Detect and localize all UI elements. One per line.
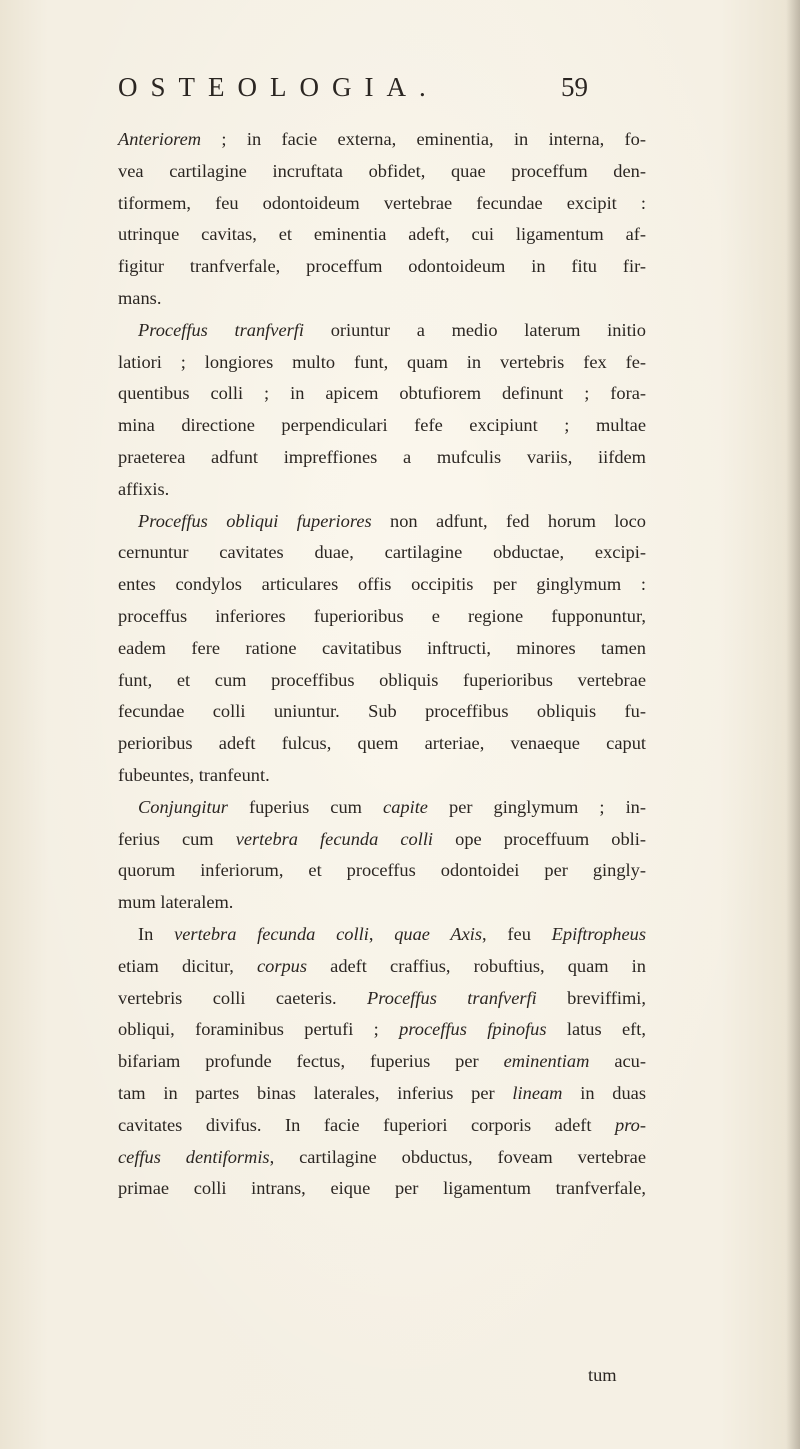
italic-term: capite — [383, 796, 428, 817]
text-line — [118, 824, 646, 856]
text-segment: breviffimi, — [536, 987, 646, 1008]
text-line — [118, 887, 646, 919]
text-segment: primae colli intrans, eique per ligamentum tranfverfale, — [118, 1178, 646, 1199]
text-segment: utrinque cavitas, et eminentia adeft, cui ligamentum af- — [118, 224, 646, 245]
text-line — [118, 1046, 646, 1078]
text-line — [118, 760, 646, 792]
text-line — [118, 1110, 646, 1142]
text-line — [118, 1078, 646, 1110]
text-segment: vea cartilagine incruftata obfidet, quae proceffum den- — [118, 160, 646, 181]
text-line — [118, 410, 646, 442]
text-segment: In — [138, 923, 175, 944]
text-segment: latiori ; longiores multo funt, quam in vertebris fex fe- — [118, 351, 646, 372]
text-segment: mum lateralem. — [118, 892, 234, 913]
text-line — [118, 983, 646, 1015]
text-line — [118, 665, 646, 697]
italic-term: corpus — [256, 955, 308, 976]
text-line — [118, 951, 646, 983]
text-line — [118, 219, 646, 251]
text-segment: ferius cum — [118, 828, 236, 849]
italic-term: Proceffus tranfverfi — [367, 987, 537, 1008]
catchword: tum — [588, 1365, 617, 1385]
body-text — [118, 124, 646, 1205]
text-segment: figitur tranfverfale, proceffum odontoideum in fitu fir- — [118, 256, 646, 277]
text-segment: funt, et cum proceffibus obliquis fuperioribus vertebrae — [118, 669, 646, 690]
text-segment: proceffus inferiores fuperioribus e regione fupponuntur, — [118, 605, 646, 626]
text-line — [118, 1173, 646, 1205]
text-segment: eadem fere ratione cavitatibus inftructi, minores tamen — [118, 637, 646, 658]
text-line — [118, 378, 646, 410]
text-segment: ; in facie externa, eminentia, in interna, fo- — [201, 129, 646, 149]
italic-term: lineam — [512, 1082, 563, 1103]
text-segment: cernuntur cavitates duae, cartilagine obductae, excipi- — [118, 542, 646, 563]
text-segment: quorum inferiorum, et proceffus odontoidei per gingly- — [118, 860, 646, 881]
text-segment: mans. — [118, 287, 162, 308]
text-segment: praeterea adfunt impreffiones a mufculis variis, iifdem — [118, 446, 646, 467]
italic-term: vertebra fecunda colli — [235, 828, 434, 849]
text-line — [118, 251, 646, 283]
text-line — [118, 696, 646, 728]
text-line — [118, 156, 646, 188]
text-segment: perioribus adeft fulcus, quem arteriae, venaeque caput — [118, 733, 646, 754]
text-line — [118, 442, 646, 474]
text-line — [118, 188, 646, 220]
text-segment: bifariam profunde fectus, fuperius per — [118, 1051, 504, 1072]
italic-term: quae Axis — [394, 923, 483, 944]
text-line — [118, 633, 646, 665]
text-line — [118, 919, 646, 951]
text-line — [118, 347, 646, 379]
text-line — [118, 855, 646, 887]
text-segment: , cartilagine obductus, foveam vertebrae — [269, 1146, 646, 1167]
italic-term: Proceffus obliqui fuperiores — [138, 510, 372, 531]
text-segment: fecundae colli uniuntur. Sub proceffibus obliquis fu- — [118, 701, 646, 722]
text-line — [118, 124, 646, 156]
italic-term: pro- — [615, 1114, 646, 1135]
text-line — [118, 792, 646, 824]
text-segment: etiam dicitur, — [118, 955, 257, 976]
text-segment: per ginglymum ; in- — [427, 796, 646, 817]
text-segment: ope proceffuum obli- — [433, 828, 646, 849]
text-line — [118, 1014, 646, 1046]
text-line — [118, 601, 646, 633]
text-segment: quentibus colli ; in apicem obtufiorem definunt ; fora- — [118, 383, 646, 404]
text-line — [118, 1142, 646, 1174]
italic-term: ceffus dentiformis — [118, 1146, 270, 1167]
paragraph — [118, 124, 646, 315]
italic-term: Proceffus tranfverfi — [138, 319, 304, 340]
page-edge-shadow — [786, 0, 800, 1449]
text-segment: non adfunt, fed horum loco — [371, 510, 646, 531]
text-segment: acu- — [589, 1051, 646, 1072]
text-line — [118, 506, 646, 538]
text-segment: fubeuntes, tranfeunt. — [118, 764, 270, 785]
text-segment: , feu — [482, 923, 552, 944]
text-segment: mina directione perpendiculari fefe excipiunt ; multae — [118, 415, 646, 436]
text-segment: vertebris colli caeteris. — [118, 987, 368, 1008]
italic-term: eminentiam — [503, 1051, 590, 1072]
text-segment: tiformem, feu odontoideum vertebrae fecundae excipit : — [118, 192, 646, 213]
italic-term: Conjungitur — [138, 796, 228, 817]
page-number: 59 — [561, 72, 588, 102]
page-header — [0, 72, 800, 112]
paragraph — [118, 315, 646, 506]
italic-term: Anteriorem — [118, 129, 202, 149]
text-line — [118, 283, 646, 315]
text-line — [118, 537, 646, 569]
text-line — [118, 315, 646, 347]
text-segment: entes condylos articulares offis occipitis per ginglymum : — [118, 574, 646, 595]
text-segment: cavitates divifus. In facie fuperiori corporis adeft — [118, 1114, 615, 1135]
text-segment: in duas — [562, 1082, 646, 1103]
text-segment: affixis. — [118, 478, 170, 499]
text-segment: obliqui, foraminibus pertufi ; — [118, 1019, 400, 1040]
text-line — [118, 728, 646, 760]
text-segment: tam in partes binas laterales, inferius per — [118, 1082, 513, 1103]
running-title: OSTEOLOGIA. — [118, 72, 439, 102]
text-line — [118, 474, 646, 506]
italic-term: proceffus fpinofus — [399, 1019, 547, 1040]
italic-term: Epiftropheus — [551, 923, 646, 944]
text-segment: latus eft, — [546, 1019, 646, 1040]
text-line — [118, 569, 646, 601]
text-segment: , — [368, 923, 395, 944]
paragraph — [118, 506, 646, 792]
text-segment: oriuntur a medio laterum initio — [304, 319, 646, 340]
text-segment: fuperius cum — [227, 796, 384, 817]
paragraph — [118, 792, 646, 919]
text-segment: adeft craffius, robuftius, quam in — [307, 955, 646, 976]
paragraph — [118, 919, 646, 1205]
italic-term: vertebra fecunda colli — [174, 923, 369, 944]
